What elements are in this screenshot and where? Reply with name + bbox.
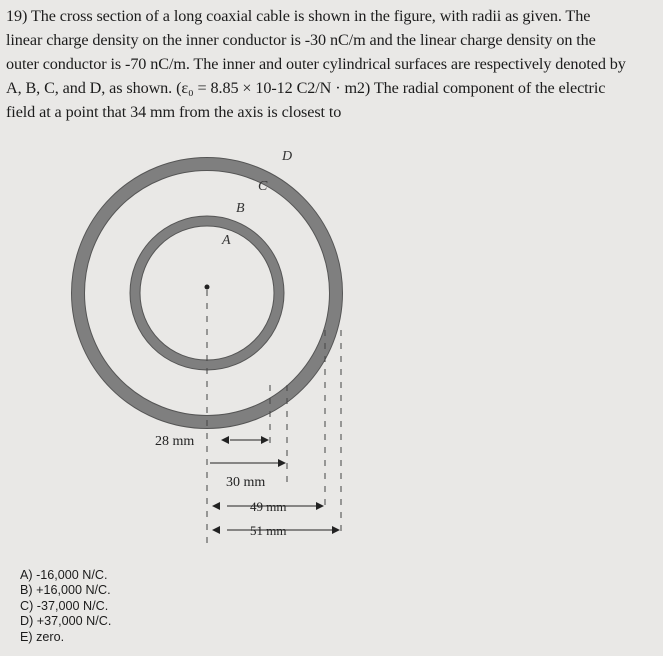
dimension-label-28mm: 28 mm <box>155 434 195 449</box>
dimension-arrowhead-51mm-left <box>212 526 220 534</box>
question-line: outer conductor is -70 nC/m. The inner and outer cylindrical surfaces are respectively denoted by <box>6 55 626 73</box>
axis-point <box>205 285 210 290</box>
dimension-arrowhead-28mm-left <box>221 436 229 444</box>
question-line: field at a point that 34 mm from the axis is closest to <box>6 103 342 121</box>
label-b: B <box>236 201 245 216</box>
dimension-label-30mm: 30 mm <box>226 475 266 490</box>
dimension-arrowhead-49mm-left <box>212 502 220 510</box>
question-line: A, B, C, and D, as shown. (ε₀ = 8.85 × 10-12 C2/N · m2) The radial component of the electric <box>6 79 606 97</box>
choice-a: A) -16,000 N/C. <box>20 568 108 582</box>
label-c: C <box>258 179 268 194</box>
dimension-label-51mm: 51 mm <box>250 523 287 538</box>
choice-e: E) zero. <box>20 629 65 644</box>
label-d: D <box>282 149 293 164</box>
choice-c: C) -37,000 N/C. <box>20 598 109 613</box>
label-a: A <box>222 233 231 248</box>
answer-choices <box>20 568 111 645</box>
dimension-label-49mm: 49 mm <box>250 499 287 514</box>
choice-d: D) +37,000 N/C. <box>20 614 112 629</box>
question-line: linear charge density on the inner conductor is -30 nC/m and the linear charge density on the <box>6 31 596 49</box>
question-line: 19) The cross section of a long coaxial cable is shown in the figure, with radii as given. The <box>6 7 591 25</box>
choice-b: B) +16,000 N/C. <box>20 583 111 598</box>
